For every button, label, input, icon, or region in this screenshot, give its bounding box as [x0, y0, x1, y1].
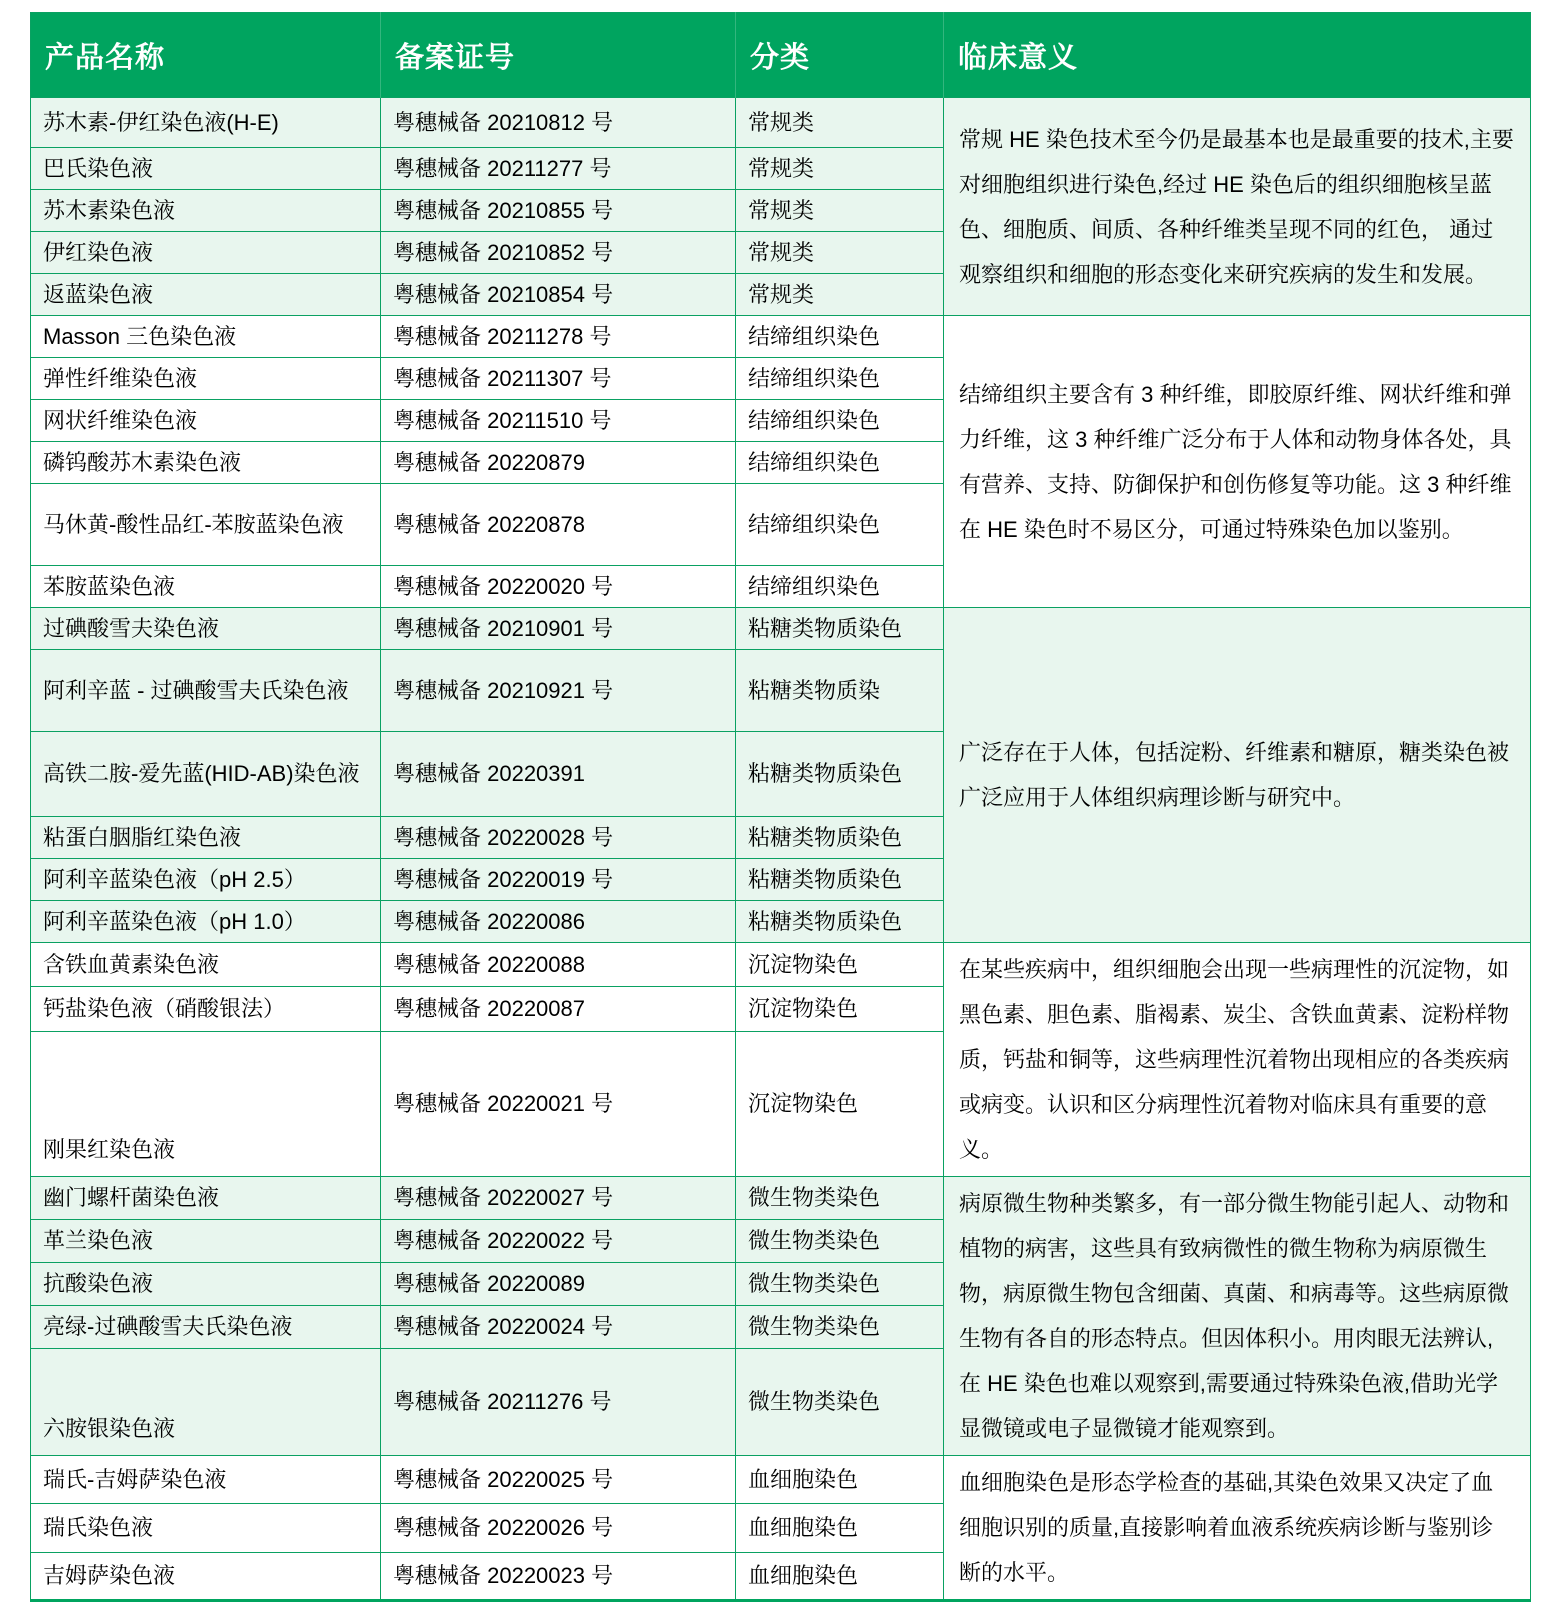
category-cell: 微生物类染色 — [736, 1219, 944, 1262]
clinical-significance-cell: 常规 HE 染色技术至今仍是最基本也是最重要的技术,主要对细胞组织进行染色,经过 HE 染色后的组织细胞核呈蓝色、细胞质、间质、各种纤维类呈现不同的红色， 通过观察组织和细胞的形态变化来研究疾病的发生和发展。 — [944, 98, 1531, 316]
registration-table — [30, 12, 1531, 1602]
registration-no-cell: 粤穗械备 20210901 号 — [381, 608, 736, 650]
registration-no-cell: 粤穗械备 20220028 号 — [381, 817, 736, 859]
category-cell: 血细胞染色 — [736, 1456, 944, 1504]
registration-no-cell: 粤穗械备 20211307 号 — [381, 358, 736, 400]
registration-no-cell: 粤穗械备 20210921 号 — [381, 650, 736, 732]
product-name-cell: Masson 三色染色液 — [31, 316, 381, 358]
product-name-cell: 瑞氏-吉姆萨染色液 — [31, 1456, 381, 1504]
registration-no-cell: 粤穗械备 20211510 号 — [381, 400, 736, 442]
product-name-cell: 弹性纤维染色液 — [31, 358, 381, 400]
category-cell: 微生物类染色 — [736, 1348, 944, 1455]
product-name-cell: 抗酸染色液 — [31, 1262, 381, 1305]
category-cell: 结缔组织染色 — [736, 566, 944, 608]
category-cell: 结缔组织染色 — [736, 400, 944, 442]
registration-no-cell: 粤穗械备 20211278 号 — [381, 316, 736, 358]
registration-no-cell: 粤穗械备 20220089 — [381, 1262, 736, 1305]
category-cell: 微生物类染色 — [736, 1262, 944, 1305]
product-name-cell: 苏木素染色液 — [31, 190, 381, 232]
clinical-significance-cell: 广泛存在于人体，包括淀粉、纤维素和糖原，糖类染色被广泛应用于人体组织病理诊断与研究中。 — [944, 608, 1531, 943]
registration-no-cell: 粤穗械备 20220027 号 — [381, 1177, 736, 1220]
category-cell: 粘糖类物质染色 — [736, 901, 944, 943]
product-name-cell: 粘蛋白胭脂红染色液 — [31, 817, 381, 859]
table-row — [31, 316, 1531, 358]
clinical-significance-cell: 结缔组织主要含有 3 种纤维，即胶原纤维、网状纤维和弹力纤维，这 3 种纤维广泛分布于人体和动物身体各处，具有营养、支持、防御保护和创伤修复等功能。这 3 种纤维在 HE 染色时不易区分，可通过特殊染色加以鉴别。 — [944, 316, 1531, 608]
registration-no-cell: 粤穗械备 20211276 号 — [381, 1348, 736, 1455]
column-header-product-name: 产品名称 — [31, 13, 381, 98]
registration-no-cell: 粤穗械备 20220019 号 — [381, 859, 736, 901]
category-cell: 常规类 — [736, 274, 944, 316]
product-name-cell: 磷钨酸苏木素染色液 — [31, 442, 381, 484]
clinical-significance-cell: 血细胞染色是形态学检查的基础,其染色效果又决定了血细胞识别的质量,直接影响着血液系统疾病诊断与鉴别诊断的水平。 — [944, 1456, 1531, 1601]
category-cell: 粘糖类物质染色 — [736, 817, 944, 859]
category-cell: 粘糖类物质染色 — [736, 859, 944, 901]
category-cell: 粘糖类物质染色 — [736, 608, 944, 650]
category-cell: 结缔组织染色 — [736, 358, 944, 400]
product-name-cell: 网状纤维染色液 — [31, 400, 381, 442]
product-name-cell: 阿利辛蓝染色液（pH 2.5） — [31, 859, 381, 901]
registration-no-cell: 粤穗械备 20210854 号 — [381, 274, 736, 316]
product-name-cell: 高铁二胺-爱先蓝(HID-AB)染色液 — [31, 732, 381, 817]
registration-no-cell: 粤穗械备 20210812 号 — [381, 98, 736, 148]
category-cell: 粘糖类物质染 — [736, 650, 944, 732]
table-row — [31, 1456, 1531, 1504]
product-name-cell: 钙盐染色液（硝酸银法） — [31, 987, 381, 1031]
category-cell: 常规类 — [736, 98, 944, 148]
table-row — [31, 608, 1531, 650]
registration-no-cell: 粤穗械备 20211277 号 — [381, 148, 736, 190]
column-header-registration-no: 备案证号 — [381, 13, 736, 98]
category-cell: 粘糖类物质染色 — [736, 732, 944, 817]
product-name-cell: 刚果红染色液 — [31, 1031, 381, 1176]
category-cell: 微生物类染色 — [736, 1305, 944, 1348]
product-name-cell: 伊红染色液 — [31, 232, 381, 274]
category-cell: 结缔组织染色 — [736, 442, 944, 484]
registration-no-cell: 粤穗械备 20220022 号 — [381, 1219, 736, 1262]
category-cell: 常规类 — [736, 190, 944, 232]
registration-no-cell: 粤穗械备 20220023 号 — [381, 1552, 736, 1600]
category-cell: 沉淀物染色 — [736, 987, 944, 1031]
registration-no-cell: 粤穗械备 20210852 号 — [381, 232, 736, 274]
product-name-cell: 阿利辛蓝染色液（pH 1.0） — [31, 901, 381, 943]
product-name-cell: 过碘酸雪夫染色液 — [31, 608, 381, 650]
product-name-cell: 苯胺蓝染色液 — [31, 566, 381, 608]
table-row — [31, 1177, 1531, 1220]
product-name-cell: 巴氏染色液 — [31, 148, 381, 190]
category-cell: 血细胞染色 — [736, 1552, 944, 1600]
category-cell: 结缔组织染色 — [736, 484, 944, 566]
product-name-cell: 返蓝染色液 — [31, 274, 381, 316]
header-row — [31, 13, 1531, 98]
category-cell: 常规类 — [736, 148, 944, 190]
category-cell: 常规类 — [736, 232, 944, 274]
product-name-cell: 苏木素-伊红染色液(H-E) — [31, 98, 381, 148]
clinical-significance-cell: 病原微生物种类繁多，有一部分微生物能引起人、动物和植物的病害，这些具有致病微性的微生物称为病原微生物，病原微生物包含细菌、真菌、和病毒等。这些病原微生物有各自的形态特点。但因体积小。用肉眼无法辨认,在 HE 染色也难以观察到,需要通过特殊染色液,借助光学显微镜或电子显微镜才能观察到。 — [944, 1177, 1531, 1456]
registration-no-cell: 粤穗械备 20220024 号 — [381, 1305, 736, 1348]
category-cell: 沉淀物染色 — [736, 943, 944, 987]
registration-no-cell: 粤穗械备 20220021 号 — [381, 1031, 736, 1176]
product-name-cell: 阿利辛蓝 - 过碘酸雪夫氏染色液 — [31, 650, 381, 732]
registration-no-cell: 粤穗械备 20220086 — [381, 901, 736, 943]
registration-no-cell: 粤穗械备 20220026 号 — [381, 1504, 736, 1552]
product-name-cell: 瑞氏染色液 — [31, 1504, 381, 1552]
product-name-cell: 马休黄-酸性品红-苯胺蓝染色液 — [31, 484, 381, 566]
product-name-cell: 革兰染色液 — [31, 1219, 381, 1262]
registration-no-cell: 粤穗械备 20220088 — [381, 943, 736, 987]
product-name-cell: 含铁血黄素染色液 — [31, 943, 381, 987]
category-cell: 沉淀物染色 — [736, 1031, 944, 1176]
product-name-cell: 亮绿-过碘酸雪夫氏染色液 — [31, 1305, 381, 1348]
product-name-cell: 吉姆萨染色液 — [31, 1552, 381, 1600]
product-name-cell: 六胺银染色液 — [31, 1348, 381, 1455]
registration-no-cell: 粤穗械备 20220087 — [381, 987, 736, 1031]
clinical-significance-cell: 在某些疾病中，组织细胞会出现一些病理性的沉淀物，如黑色素、胆色素、脂褐素、炭尘、含铁血黄素、淀粉样物质，钙盐和铜等，这些病理性沉着物出现相应的各类疾病或病变。认识和区分病理性沉着物对临床具有重要的意义。 — [944, 943, 1531, 1177]
table-row — [31, 98, 1531, 148]
registration-no-cell: 粤穗械备 20210855 号 — [381, 190, 736, 232]
category-cell: 结缔组织染色 — [736, 316, 944, 358]
table-row — [31, 943, 1531, 987]
registration-no-cell: 粤穗械备 20220025 号 — [381, 1456, 736, 1504]
category-cell: 血细胞染色 — [736, 1504, 944, 1552]
registration-no-cell: 粤穗械备 20220020 号 — [381, 566, 736, 608]
product-name-cell: 幽门螺杆菌染色液 — [31, 1177, 381, 1220]
column-header-clinical-significance: 临床意义 — [944, 13, 1531, 98]
category-cell: 微生物类染色 — [736, 1177, 944, 1220]
registration-no-cell: 粤穗械备 20220391 — [381, 732, 736, 817]
registration-no-cell: 粤穗械备 20220879 — [381, 442, 736, 484]
column-header-category: 分类 — [736, 13, 944, 98]
registration-no-cell: 粤穗械备 20220878 — [381, 484, 736, 566]
